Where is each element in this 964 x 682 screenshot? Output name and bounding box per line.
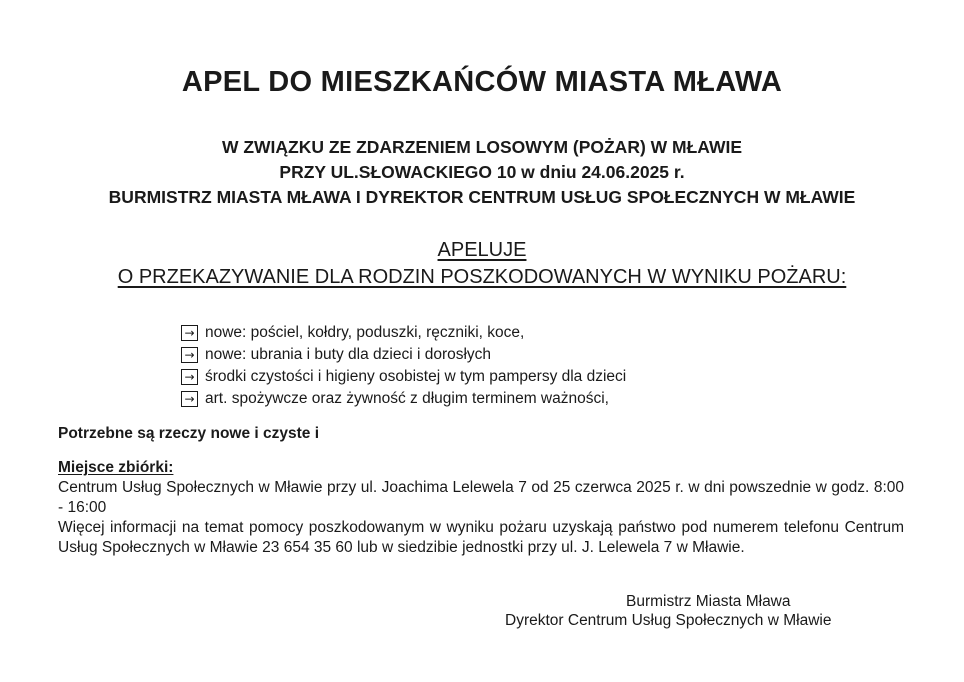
arrow-right-icon: → <box>181 369 198 385</box>
subtitle-line-1: W ZWIĄZKU ZE ZDARZENIEM LOSOWYM (POŻAR) W MŁAWIE <box>221 137 743 157</box>
list-item-text: art. spożywcze oraz żywność z długim terminem ważności, <box>205 390 609 407</box>
arrow-right-icon: → <box>181 391 198 407</box>
subtitle-line-2: PRZY UL.SŁOWACKIEGO 10 w dniu 24.06.2025 r. <box>279 162 685 182</box>
collection-place-text: Centrum Usług Społecznych w Mławie przy ul. Joachima Lelewela 7 od 25 czerwca 2025 r. w dni powszednie w godz. 8:00 - 16:00 <box>58 479 904 516</box>
list-item <box>181 388 626 410</box>
appeal-heading: APELUJE <box>437 239 527 261</box>
list-item-text: nowe: pościel, kołdry, poduszki, ręczniki, koce, <box>205 324 525 341</box>
page-title: APEL DO MIESZKAŃCÓW MIASTA MŁAWA <box>181 66 783 98</box>
signature-mayor: Burmistrz Miasta Mława <box>626 593 791 610</box>
subtitle-line-3: BURMISTRZ MIASTA MŁAWA I DYREKTOR CENTRUM USŁUG SPOŁECZNYCH W MŁAWIE <box>108 187 856 207</box>
list-item <box>181 344 626 366</box>
donation-items-list <box>181 322 626 410</box>
list-item <box>181 366 626 388</box>
list-item <box>181 322 626 344</box>
arrow-right-icon: → <box>181 325 198 341</box>
list-item-text: nowe: ubrania i buty dla dzieci i dorosłych <box>205 346 492 363</box>
signature-director: Dyrektor Centrum Usług Społecznych w Mławie <box>505 612 832 629</box>
needed-note: Potrzebne są rzeczy nowe i czyste i <box>58 425 320 442</box>
collection-place-heading: Miejsce zbiórki: <box>58 459 174 476</box>
appeal-subheading: O PRZEKAZYWANIE DLA RODZIN POSZKODOWANYCH W WYNIKU POŻARU: <box>117 266 847 288</box>
arrow-right-icon: → <box>181 347 198 363</box>
list-item-text: środki czystości i higieny osobistej w tym pampersy dla dzieci <box>205 368 627 385</box>
more-info-text: Więcej informacji na temat pomocy poszkodowanym w wyniku pożaru uzyskają państwo pod numerem telefonu Centrum Usług Społecznych w Mławie 23 654 35 60 lub w siedzibie jednostki przy ul. J. Lelewela 7 w Mławie. <box>58 519 904 556</box>
